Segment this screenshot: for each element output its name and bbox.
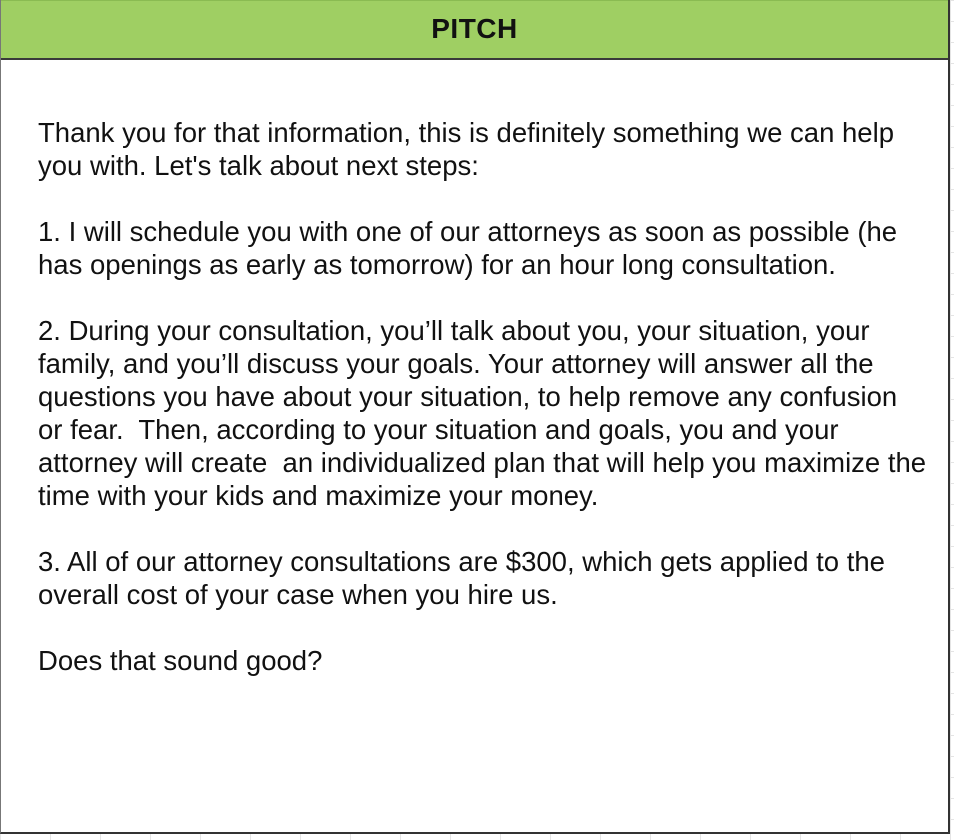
closing-question: Does that sound good?: [38, 645, 323, 676]
step-2-paragraph: 2. During your consultation, you’ll talk about you, your situation, your family, and you’ll discuss your goals. Your attorney will answer all the questions you have about your situation, to help remove any confusion or fear. Then, according to your situation and goals, you and your attorney will create an individualized plan that will help you maximize the time with your kids and maximize your money.: [38, 315, 934, 511]
pitch-header: [1, 0, 948, 60]
step-1-paragraph: 1. I will schedule you with one of our attorneys as soon as possible (he has openings as early as tomorrow) for an hour long consultation.: [38, 216, 905, 280]
pitch-title: PITCH: [431, 12, 518, 44]
pitch-script-body: [38, 116, 934, 677]
intro-paragraph: Thank you for that information, this is definitely something we can help you with. Let's talk about next steps:: [38, 117, 902, 181]
step-3-paragraph: 3. All of our attorney consultations are $300, which gets applied to the overall cost of your case when you hire us.: [38, 546, 893, 610]
